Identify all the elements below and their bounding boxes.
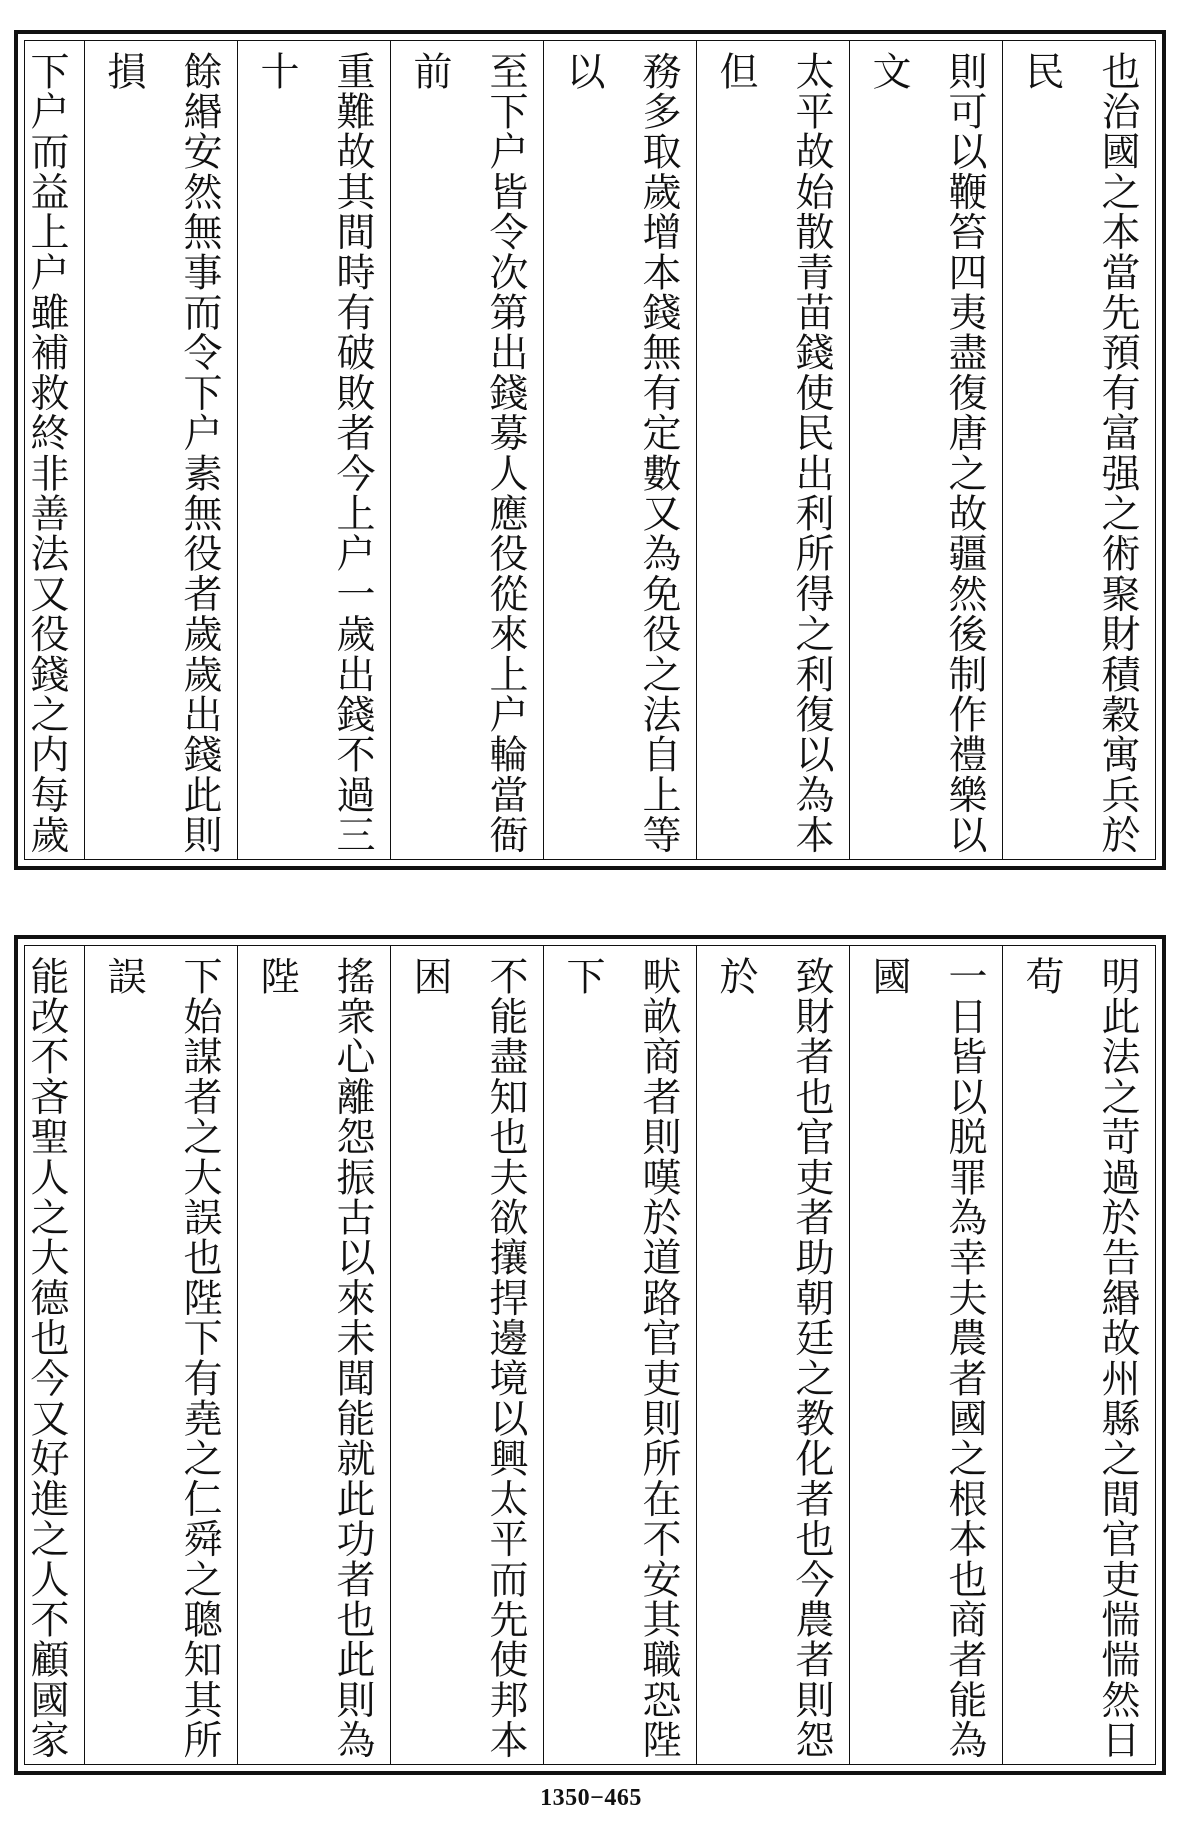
- top-page-frame: [24, 40, 1156, 860]
- text-column: 務多取歲增本錢無有定數又為免役之法自上等以: [543, 41, 696, 859]
- bottom-page-frame: [24, 945, 1156, 1765]
- bottom-page: [14, 935, 1166, 1775]
- text-column: 至下户皆令次第出錢募人應役從來上户輪當衙前: [390, 41, 543, 859]
- text-column: 能改不吝聖人之大德也今又好進之人不顧國家: [0, 946, 84, 1764]
- text-column: 下户而益上户雖補救終非善法又役錢之内每歲: [0, 41, 84, 859]
- text-column: 搖衆心離怨振古以來未聞能就此功者也此則為陛: [237, 946, 390, 1764]
- top-page: [14, 30, 1166, 870]
- text-column: 致財者也官吏者助朝廷之教化者也今農者則怨於: [696, 946, 849, 1764]
- text-column: 不能盡知也夫欲攘捍邊境以興太平而先使邦本困: [390, 946, 543, 1764]
- text-column: 下始謀者之大誤也陛下有堯之仁舜之聰知其所誤: [84, 946, 237, 1764]
- text-column: 也治國之本當先預有富强之術聚財積穀寓兵於民: [1002, 41, 1155, 859]
- text-column: 則可以鞭笞四夷盡復唐之故疆然後制作禮樂以文: [849, 41, 1002, 859]
- text-column: 重難故其間時有破敗者今上户一歲出錢不過三十: [237, 41, 390, 859]
- text-column: 明此法之苛過於告緡故州縣之間官吏惴惴然日苟: [1002, 946, 1155, 1764]
- text-column: 一日皆以脱罪為幸夫農者國之根本也商者能為國: [849, 946, 1002, 1764]
- text-column: 餘緡安然無事而令下户素無役者歲歲出錢此則損: [84, 41, 237, 859]
- text-column: 畎畝商者則嘆於道路官吏則所在不安其職恐陛下: [543, 946, 696, 1764]
- text-column: 太平故始散青苗錢使民出利所得之利復以為本但: [696, 41, 849, 859]
- page-number: 1350−465: [540, 1785, 642, 1811]
